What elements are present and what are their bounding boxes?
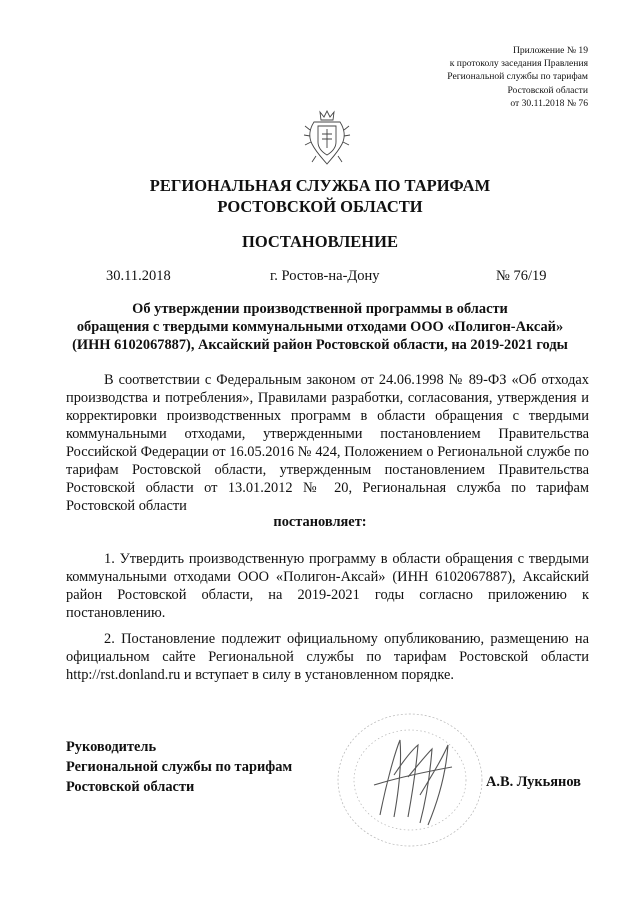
document-subject <box>52 300 588 354</box>
subject-line: (ИНН 6102067887), Аксайский район Ростовской области, на 2019-2021 годы <box>72 337 568 353</box>
organization-title <box>0 176 640 217</box>
coat-of-arms-icon <box>302 108 352 168</box>
attachment-line: Ростовской области <box>507 84 588 96</box>
attachment-line: к протоколу заседания Правления <box>449 58 588 70</box>
attachment-line: от 30.11.2018 № 76 <box>510 97 588 109</box>
signer-name: А.В. Лукьянов <box>486 774 581 790</box>
organization-title-line: РЕГИОНАЛЬНАЯ СЛУЖБА ПО ТАРИФАМ <box>149 176 491 195</box>
signer-title-line: Ростовской области <box>66 779 195 795</box>
signer-title-line: Региональной службы по тарифам <box>66 759 293 775</box>
attachment-line: Региональной службы по тарифам <box>447 71 588 83</box>
attachment-line: Приложение № 19 <box>512 45 588 56</box>
organization-title-line: РОСТОВСКОЙ ОБЛАСТИ <box>217 196 423 216</box>
resolution-item: 1. Утвердить производственную программу в области обращения с твердыми коммунальными отходами ООО «Полигон-Аксай» (ИНН 6102067887), Аксайский район Ростовской области, на 2019-2021 годы согласно приложению к постановлению. <box>66 551 589 621</box>
preamble-paragraph: В соответствии с Федеральным законом от 24.06.1998 № 89-ФЗ «Об отходах производства и потребления», Правилами разработки, согласования, утверждения и корректировки производственных программ в области обращения с твердыми коммунальными отходами, утвержденными постановлением Правительства Российской Федерации от 16.05.2016 № 424, Положением о Региональной службе по тарифам Ростовской области, утвержденным постановлением Правительства Ростовской области от 13.01.2012 № 20, Региональная служба по тарифам Ростовской области <box>66 372 589 514</box>
signer-title-line: Руководитель <box>66 739 157 755</box>
subject-line: Об утверждении производственной программы в области <box>132 301 508 317</box>
document-place: г. Ростов-на-Дону <box>270 268 380 284</box>
document-date: 30.11.2018 <box>106 268 171 284</box>
document-number: № 76/19 <box>496 268 547 284</box>
resolution-item: 2. Постановление подлежит официальному опубликованию, размещению на официальном сайте Региональной службы по тарифам Ростовской области http://rst.donland.ru и вступает в силу в установленном порядке. <box>66 631 589 683</box>
document-type: ПОСТАНОВЛЕНИЕ <box>242 232 398 251</box>
resolves-heading: постановляет: <box>273 514 367 530</box>
handwritten-signature <box>320 705 500 855</box>
attachment-note <box>447 44 588 110</box>
signer-title <box>66 737 292 797</box>
subject-line: обращения с твердыми коммунальными отходами ООО «Полигон-Аксай» <box>76 319 564 335</box>
